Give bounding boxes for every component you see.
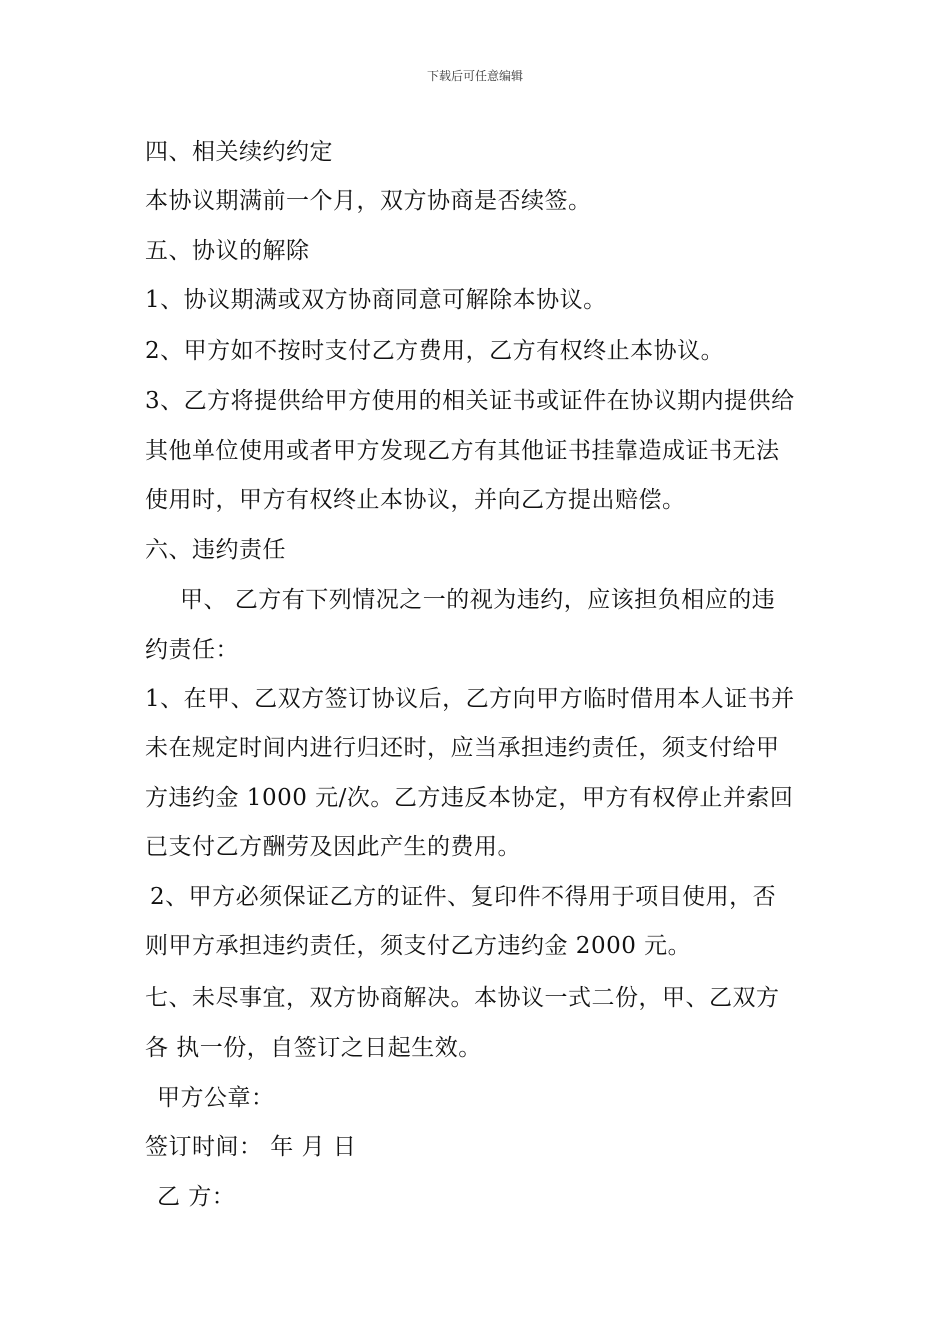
section-6-heading: 六、违约责任 bbox=[145, 537, 286, 563]
paragraph-line: 各 执一份，自签订之日起生效。 bbox=[145, 1035, 482, 1061]
paragraph-line: 约责任： bbox=[145, 637, 239, 663]
paragraph-line: 本协议期满前一个月，双方协商是否续签。 bbox=[145, 188, 592, 214]
paragraph-line: 使用时，甲方有权终止本协议，并向乙方提出赔偿。 bbox=[145, 487, 686, 513]
section-4-heading: 四、相关续约约定 bbox=[145, 139, 333, 165]
paragraph-line: 1、协议期满或双方协商同意可解除本协议。 bbox=[145, 287, 607, 313]
paragraph-line: 1、在甲、乙双方签订协议后，乙方向甲方临时借用本人证书并 bbox=[145, 686, 795, 712]
paragraph-line: 3、乙方将提供给甲方使用的相关证书或证件在协议期内提供给 bbox=[145, 388, 795, 414]
paragraph-line: 其他单位使用或者甲方发现乙方有其他证书挂靠造成证书无法 bbox=[145, 438, 780, 464]
paragraph-line: 甲、 乙方有下列情况之一的视为违约，应该担负相应的违 bbox=[180, 587, 776, 613]
paragraph-line: 未在规定时间内进行归还时，应当承担违约责任，须支付给甲 bbox=[145, 735, 780, 761]
party-a-seal-label: 甲方公章： bbox=[157, 1085, 275, 1111]
section-7-line: 七、未尽事宜，双方协商解决。本协议一式二份，甲、乙双方 bbox=[145, 985, 780, 1011]
paragraph-line: 2、甲方如不按时支付乙方费用，乙方有权终止本协议。 bbox=[145, 338, 725, 364]
party-b-label: 乙 方： bbox=[157, 1184, 236, 1210]
paragraph-line: 则甲方承担违约责任，须支付乙方违约金 2000 元。 bbox=[145, 933, 692, 959]
paragraph-line: 方违约金 1000 元/次。乙方违反本协定，甲方有权停止并索回 bbox=[145, 785, 794, 811]
section-5-heading: 五、协议的解除 bbox=[145, 238, 310, 264]
paragraph-line: 已支付乙方酬劳及因此产生的费用。 bbox=[145, 834, 521, 860]
signing-date-label: 签订时间： 年 月 日 bbox=[145, 1134, 357, 1160]
paragraph-line: 2、甲方必须保证乙方的证件、复印件不得用于项目使用，否 bbox=[150, 884, 777, 910]
page-header: 下载后可任意编辑 bbox=[426, 69, 523, 83]
